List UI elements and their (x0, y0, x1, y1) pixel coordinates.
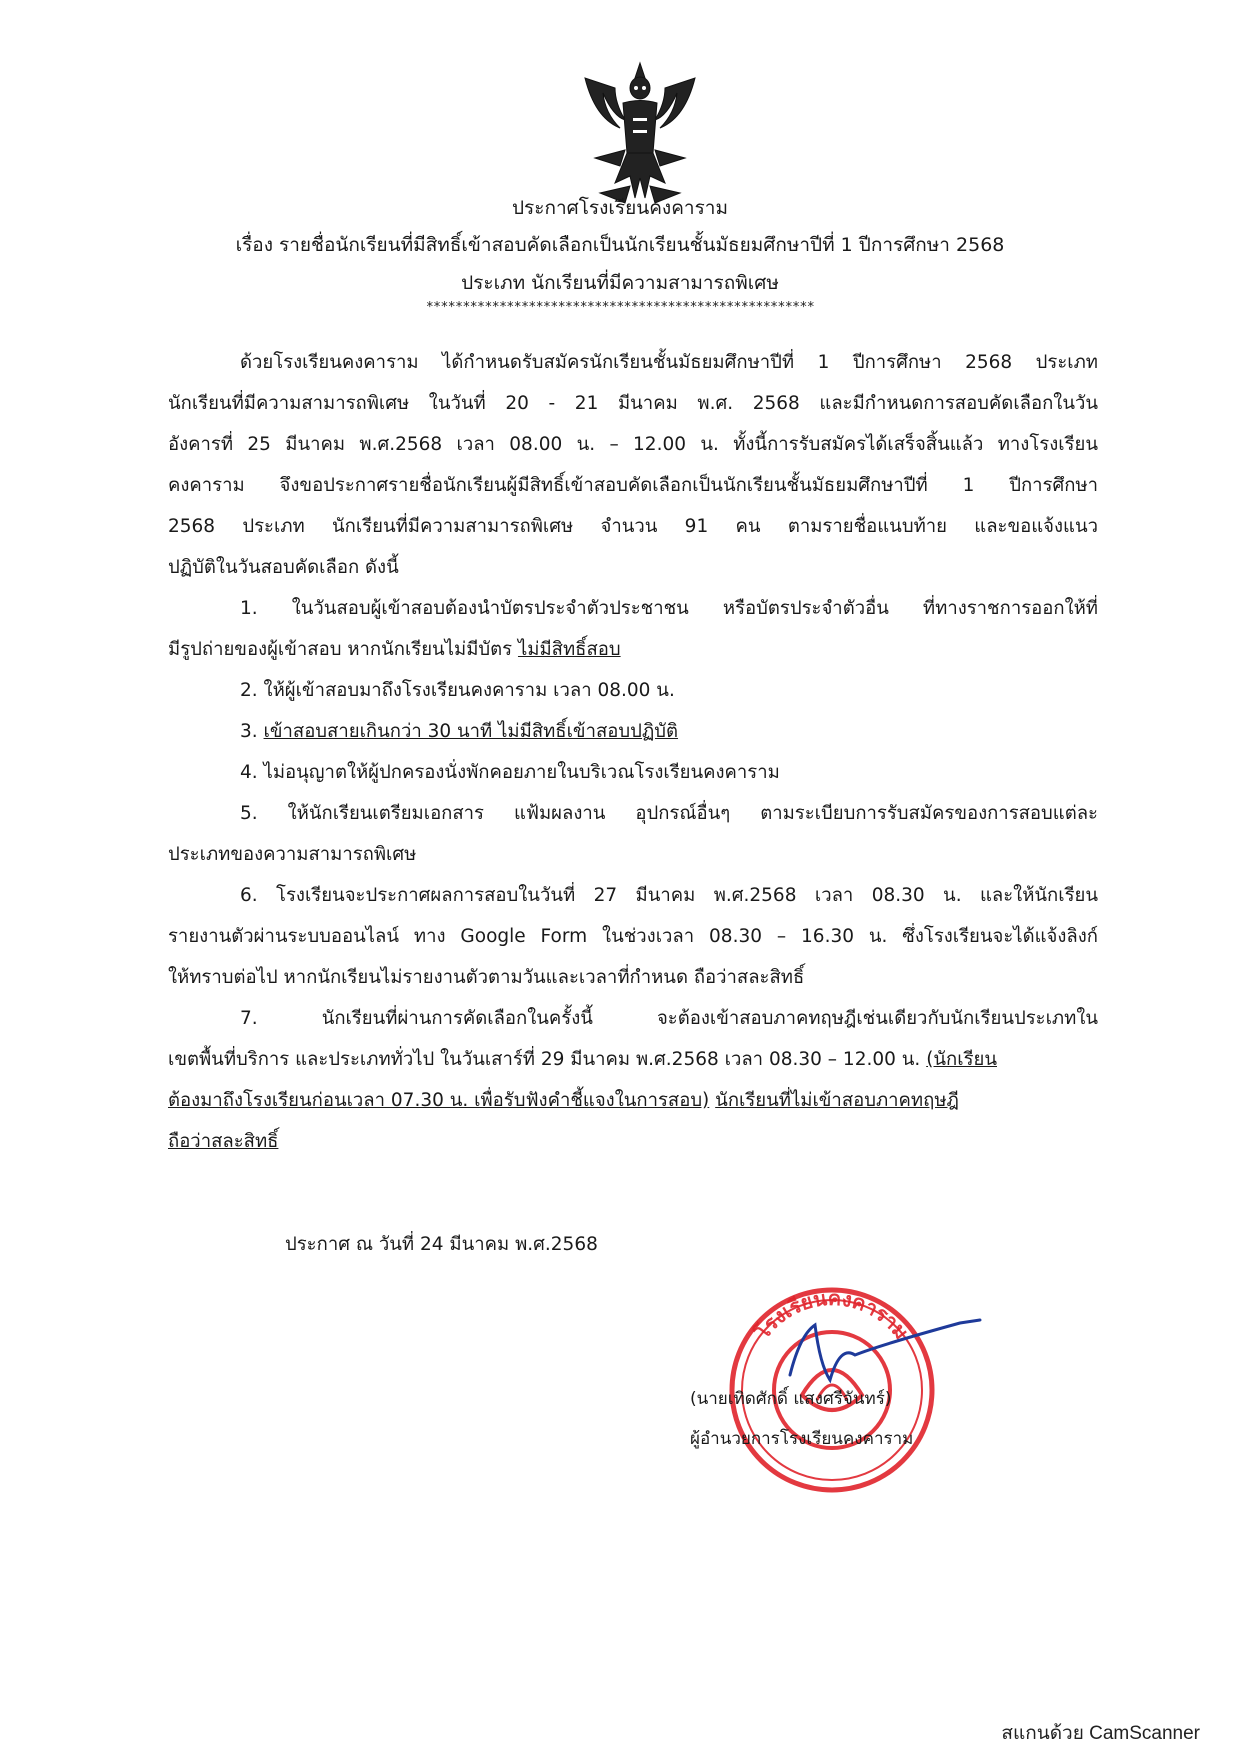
item-text: เขตพื้นที่บริการ และประเภททั่วไป ในวันเสาร์ที่ 29 มีนาคม พ.ศ.2568 เวลา 08.30 – 12.00 น. (168, 1049, 927, 1070)
item-line (168, 629, 1098, 670)
org-title: ประกาศโรงเรียนคงคาราม (512, 197, 728, 219)
item-line: 5. ให้นักเรียนเตรียมเอกสาร แฟ้มผลงาน อุปกรณ์อื่นๆ ตามระเบียบการรับสมัครของการสอบแต่ละ (240, 803, 1098, 824)
intro-line: 2568 ประเภท นักเรียนที่มีความสามารถพิเศษ จำนวน 91 คน ตามรายชื่อแนบท้าย และขอแจ้งแนว (168, 516, 1098, 537)
signer-title: ผู้อำนวยการโรงเรียนคงคาราม (690, 1429, 914, 1449)
item-line: ให้ทราบต่อไป หากนักเรียนไม่รายงานตัวตามวันและเวลาที่กำหนด ถือว่าสละสิทธิ์ (168, 967, 805, 988)
garuda-emblem-icon (575, 58, 705, 208)
separator-line: ***************************************************** (425, 300, 815, 315)
category-line: ประเภท นักเรียนที่มีความสามารถพิเศษ (461, 272, 779, 294)
arrival-note-text: ต้องมาถึงโรงเรียนก่อนเวลา 07.30 น. เพื่อรับฟังคำชี้แจงในการสอบ) (168, 1090, 710, 1111)
signature-icon (760, 1305, 1000, 1395)
forfeit-text: ถือว่าสละสิทธิ์ (168, 1131, 279, 1152)
intro-line: ปฏิบัติในวันสอบคัดเลือก ดังนี้ (168, 557, 399, 578)
subject-line: เรื่อง รายชื่อนักเรียนที่มีสิทธิ์เข้าสอบคัดเลือกเป็นนักเรียนชั้นมัธยมศึกษาปีที่ 1 ปีการศึกษา 2568 (235, 234, 1005, 256)
late-rule-text: เข้าสอบสายเกินกว่า 30 นาที ไม่มีสิทธิ์เข้าสอบปฏิบัติ (263, 721, 679, 742)
intro-paragraph (168, 342, 1098, 588)
intro-line: นักเรียนที่มีความสามารถพิเศษ ในวันที่ 20 - 21 มีนาคม พ.ศ. 2568 และมีกำหนดการสอบคัดเลือกในวัน (168, 393, 1098, 414)
list-item-7 (168, 998, 1098, 1162)
list-item-1 (168, 588, 1098, 670)
item-line: 6. โรงเรียนจะประกาศผลการสอบในวันที่ 27 มีนาคม พ.ศ.2568 เวลา 08.30 น. และให้นักเรียน (240, 885, 1098, 906)
item-line: ประเภทของความสามารถพิเศษ (168, 844, 417, 865)
list-item-4 (168, 752, 1098, 793)
seal-text: โรงเรียนคงคาราม (750, 1285, 914, 1344)
item-number: 3. (240, 721, 264, 742)
item-line (168, 1121, 1098, 1162)
item-line (168, 1080, 1098, 1121)
no-right-text: ไม่มีสิทธิ์สอบ (517, 639, 621, 660)
signer-name: (นายเทิดศักดิ์ แสงศรีจันทร์) (690, 1389, 892, 1409)
item-line: รายงานตัวผ่านระบบออนไลน์ ทาง Google Form ในช่วงเวลา 08.30 – 16.30 น. ซึ่งโรงเรียนจะได้แจ้งลิงก์ (168, 926, 1098, 947)
item-line: 1. ในวันสอบผู้เข้าสอบต้องนำบัตรประจำตัวประชาชน หรือบัตรประจำตัวอื่น ที่ทางราชการออกให้ที่ (240, 598, 1098, 619)
list-item-5 (168, 793, 1098, 875)
intro-line: อังคารที่ 25 มีนาคม พ.ศ.2568 เวลา 08.00 น. – 12.00 น. ทั้งนี้การรับสมัครได้เสร็จสิ้นแล้ว ทางโรงเรียน (168, 434, 1098, 455)
list-item-6 (168, 875, 1098, 998)
item-line: 4. ไม่อนุญาตให้ผู้ปกครองนั่งพักคอยภายในบริเวณโรงเรียนคงคาราม (240, 762, 780, 783)
list-item-3 (168, 711, 1098, 752)
intro-line: คงคาราม จึงขอประกาศรายชื่อนักเรียนผู้มีสิทธิ์เข้าสอบคัดเลือกเป็นนักเรียนชั้นมัธยมศึกษาปีที่ 1 ปีการศึกษา (168, 475, 1098, 496)
absence-rule-text: นักเรียนที่ไม่เข้าสอบภาคทฤษฎี (715, 1090, 959, 1111)
intro-line: ด้วยโรงเรียนคงคาราม ได้กำหนดรับสมัครนักเรียนชั้นมัธยมศึกษาปีที่ 1 ปีการศึกษา 2568 ประเภท (240, 352, 1098, 373)
item-line (168, 711, 1098, 752)
item-line: 2. ให้ผู้เข้าสอบมาถึงโรงเรียนคงคาราม เวลา 08.00 น. (240, 680, 675, 701)
item-text: มีรูปถ่ายของผู้เข้าสอบ หากนักเรียนไม่มีบัตร (168, 639, 518, 660)
item-line: 7. นักเรียนที่ผ่านการคัดเลือกในครั้งนี้ จะต้องเข้าสอบภาคทฤษฎีเช่นเดียวกับนักเรียนประเภทใน (240, 1008, 1098, 1029)
arrival-note-text: (นักเรียน (926, 1049, 997, 1070)
list-item-2 (168, 670, 1098, 711)
scanner-watermark: สแกนด้วย CamScanner (1001, 1723, 1200, 1744)
item-line (168, 1039, 1098, 1080)
announcement-date: ประกาศ ณ วันที่ 24 มีนาคม พ.ศ.2568 (285, 1234, 598, 1255)
